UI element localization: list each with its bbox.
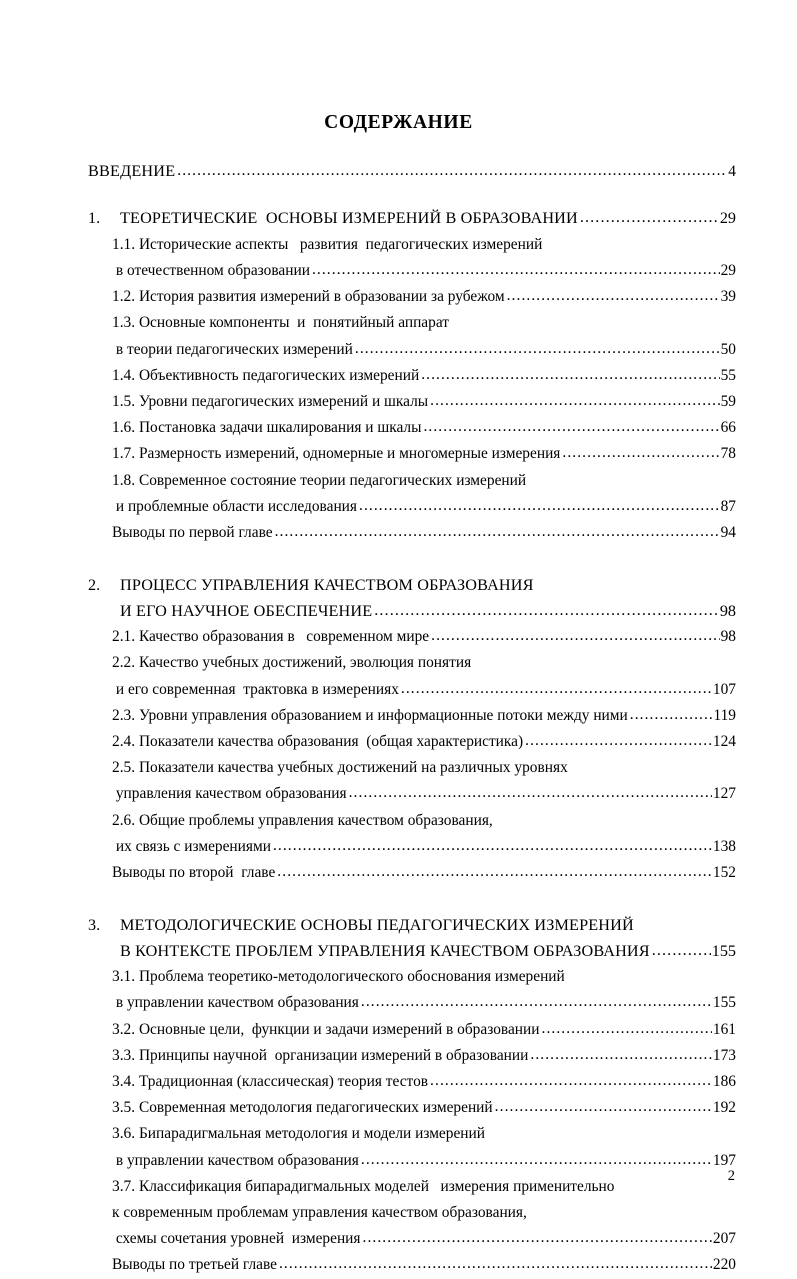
toc-chapter-conclusion [88, 860, 736, 886]
entry-page-number: 66 [720, 419, 736, 437]
section-number: 2.4. [112, 732, 139, 750]
section-title: Проблема теоретико-методологического обоснования измерений [138, 968, 565, 986]
section-title: Принципы научной организации измерений в образовании [138, 1046, 529, 1064]
conclusion-label: Выводы по третьей главе [112, 1256, 277, 1274]
entry-page-number: 107 [712, 680, 736, 698]
entry-page-number: 29 [720, 261, 736, 279]
section-number: 1.8. [112, 471, 139, 489]
section-number: 2.3. [112, 706, 139, 724]
entry-page-number: 55 [720, 366, 736, 384]
section-title: в отечественном образовании [115, 261, 310, 279]
toc-chapter-heading [88, 599, 736, 625]
toc-chapter-heading [88, 913, 736, 939]
conclusion-label: Выводы по первой главе [112, 523, 273, 541]
toc-section-entry [88, 1200, 736, 1226]
toc-section-entry [88, 284, 736, 310]
spacer [88, 886, 736, 913]
toc-section-entry [88, 389, 736, 415]
toc-chapter-heading [88, 206, 736, 232]
dot-leader [363, 1225, 712, 1251]
dot-leader [542, 1016, 712, 1042]
section-number: 1.1. [112, 235, 139, 253]
toc-section-entry [88, 677, 736, 703]
section-title: Качество учебных достижений, эволюция понятия [138, 654, 472, 672]
dot-leader [279, 1251, 712, 1277]
entry-page-number: 220 [712, 1256, 736, 1274]
dot-leader [562, 440, 719, 466]
toc-chapter-heading [88, 939, 736, 965]
entry-page-number: 87 [720, 497, 736, 515]
section-title: Объективность педагогических измерений [138, 366, 420, 384]
toc-section-entry [88, 415, 736, 441]
entry-page-number: 119 [713, 706, 736, 724]
entry-page-number: 127 [712, 785, 736, 803]
section-number: 3.6. [112, 1125, 139, 1143]
dot-leader [652, 938, 711, 964]
section-title: Современное состояние теории педагогических измерений [138, 471, 527, 489]
toc-section-entry [88, 232, 736, 258]
toc-section-entry [88, 624, 736, 650]
dot-leader [361, 1147, 712, 1173]
section-number: 2.1. [112, 628, 139, 646]
dot-leader [273, 833, 712, 859]
section-number: 2.6. [112, 811, 139, 829]
entry-page-number: 4 [728, 163, 736, 180]
section-title: Уровни управления образованием и информационные потоки между ними [138, 706, 628, 724]
section-title: к современным проблемам управления качеством образования, [112, 1204, 527, 1221]
page-title: СОДЕРЖАНИЕ [324, 112, 473, 133]
section-title: Современная методология педагогических измерений [138, 1099, 493, 1117]
section-number: 1.2. [112, 288, 139, 306]
section-title: Общие проблемы управления качеством образования, [138, 811, 493, 829]
dot-leader [580, 205, 719, 231]
entry-page-number: 50 [720, 340, 736, 358]
toc-entry-introduction [88, 158, 736, 185]
section-title: управления качеством образования [115, 785, 347, 803]
toc-section-entry [88, 337, 736, 363]
section-title: в управлении качеством образования [115, 994, 359, 1012]
toc-entry-label: ВВЕДЕНИЕ [88, 162, 176, 180]
dot-leader [507, 283, 720, 309]
section-title: их связь с измерениями [115, 837, 271, 855]
dot-leader [423, 414, 719, 440]
section-title: Основные компоненты и понятийный аппарат [138, 314, 449, 332]
toc-entry-list [88, 158, 736, 1279]
section-number: 3.5. [112, 1099, 139, 1117]
section-number: 3.4. [112, 1072, 139, 1090]
entry-page-number: 138 [712, 837, 736, 855]
section-number: 1.6. [112, 419, 139, 437]
dot-leader [374, 598, 719, 624]
entry-page-number: 155 [711, 941, 736, 960]
dot-leader [275, 519, 720, 545]
section-title: Уровни педагогических измерений и шкалы [138, 392, 429, 410]
entry-page-number: 161 [712, 1020, 736, 1038]
entry-page-number: 124 [712, 732, 736, 750]
conclusion-label: Выводы по второй главе [112, 863, 276, 881]
section-title: Качество образования в современном мире [138, 628, 430, 646]
section-number: 3.3. [112, 1046, 139, 1064]
dot-leader [359, 493, 720, 519]
section-title: Традиционная (классическая) теория тестов [138, 1072, 429, 1090]
section-title: Размерность измерений, одномерные и многомерные измерения [138, 445, 561, 463]
dot-leader [421, 362, 719, 388]
toc-section-entry [88, 808, 736, 834]
toc-section-entry [88, 834, 736, 860]
section-number: 3.7. [112, 1177, 139, 1195]
toc-section-entry [88, 755, 736, 781]
toc-section-entry [88, 1095, 736, 1121]
toc-section-entry [88, 1043, 736, 1069]
section-title: Исторические аспекты развития педагогических измерений [138, 235, 543, 253]
section-title: в теории педагогических измерений [115, 340, 353, 358]
chapter-number: 2. [88, 576, 101, 595]
section-number: 2.5. [112, 759, 139, 777]
section-title: схемы сочетания уровней измерения [115, 1230, 361, 1248]
section-title: История развития измерений в образовании за рубежом [138, 288, 505, 306]
entry-page-number: 197 [712, 1151, 736, 1169]
dot-leader [495, 1094, 712, 1120]
entry-page-number: 39 [720, 288, 736, 306]
entry-page-number: 59 [720, 392, 736, 410]
dot-leader [530, 1042, 712, 1068]
section-title: Бипарадигмальная методология и модели измерений [138, 1125, 486, 1143]
entry-page-number: 98 [719, 601, 736, 620]
section-title: Показатели качества образования (общая характеристика) [138, 732, 524, 750]
toc-section-entry [88, 441, 736, 467]
toc-section-entry [88, 964, 736, 990]
section-number: 3.2. [112, 1020, 139, 1038]
section-title: в управлении качеством образования [115, 1151, 359, 1169]
section-title: Основные цели, функции и задачи измерений в образовании [138, 1020, 540, 1038]
entry-page-number: 98 [720, 628, 736, 646]
page-number: 2 [727, 1168, 735, 1184]
entry-page-number: 78 [720, 445, 736, 463]
spacer [88, 546, 736, 573]
toc-section-entry [88, 1226, 736, 1252]
chapter-number: 1. [88, 209, 101, 228]
toc-chapter-conclusion [88, 520, 736, 546]
section-number: 1.3. [112, 314, 139, 332]
dot-leader [430, 1068, 712, 1094]
toc-section-entry [88, 1017, 736, 1043]
toc-section-entry [88, 468, 736, 494]
entry-page-number: 155 [712, 994, 736, 1012]
chapter-title: И ЕГО НАУЧНОЕ ОБЕСПЕЧЕНИЕ [120, 601, 373, 620]
toc-section-entry [88, 990, 736, 1016]
toc-section-entry [88, 1174, 736, 1200]
toc-section-entry [88, 781, 736, 807]
toc-section-entry [88, 310, 736, 336]
chapter-title: ПРОЦЕСС УПРАВЛЕНИЯ КАЧЕСТВОМ ОБРАЗОВАНИЯ [120, 576, 534, 595]
section-number: 1.5. [112, 392, 139, 410]
entry-page-number: 94 [720, 523, 736, 541]
toc-section-entry [88, 729, 736, 755]
toc-section-entry [88, 650, 736, 676]
chapter-title: ТЕОРЕТИЧЕСКИЕ ОСНОВЫ ИЗМЕРЕНИЙ В ОБРАЗОВАНИИ [120, 209, 578, 228]
section-number: 2.2. [112, 654, 139, 672]
dot-leader [525, 728, 712, 754]
dot-leader [312, 257, 720, 283]
spacer [88, 185, 736, 206]
dot-leader [361, 989, 712, 1015]
section-number: 1.7. [112, 445, 139, 463]
toc-chapter-conclusion [88, 1252, 736, 1278]
section-title: Классификация бипарадигмальных моделей измерения применительно [138, 1177, 615, 1195]
section-number: 3.1. [112, 968, 139, 986]
toc-section-entry [88, 494, 736, 520]
dot-leader [277, 859, 712, 885]
entry-page-number: 29 [719, 209, 736, 228]
chapter-number: 3. [88, 916, 101, 935]
dot-leader [430, 388, 719, 414]
chapter-title: В КОНТЕКСТЕ ПРОБЛЕМ УПРАВЛЕНИЯ КАЧЕСТВОМ ОБРАЗОВАНИЯ [120, 941, 650, 960]
toc-section-entry [88, 1121, 736, 1147]
dot-leader [431, 623, 719, 649]
section-title: Постановка задачи шкалирования и шкалы [138, 419, 422, 437]
dot-leader [355, 336, 720, 362]
entry-page-number: 192 [712, 1099, 736, 1117]
chapter-title: МЕТОДОЛОГИЧЕСКИЕ ОСНОВЫ ПЕДАГОГИЧЕСКИХ ИЗМЕРЕНИЙ [120, 916, 634, 935]
dot-leader [401, 676, 712, 702]
toc-section-entry [88, 703, 736, 729]
dot-leader [349, 780, 712, 806]
toc-section-entry [88, 1069, 736, 1095]
section-title: и его современная трактовка в измерениях [115, 680, 399, 698]
toc-section-entry [88, 258, 736, 284]
entry-page-number: 152 [712, 863, 736, 881]
dot-leader [630, 702, 713, 728]
toc-section-entry [88, 1148, 736, 1174]
entry-page-number: 173 [712, 1046, 736, 1064]
section-title: Показатели качества учебных достижений на различных уровнях [138, 759, 568, 777]
section-number: 1.4. [112, 366, 139, 384]
toc-section-entry [88, 363, 736, 389]
entry-page-number: 207 [712, 1230, 736, 1248]
dot-leader [177, 158, 727, 184]
entry-page-number: 186 [712, 1072, 736, 1090]
toc-chapter-heading [88, 573, 736, 599]
section-title: и проблемные области исследования [115, 497, 357, 515]
